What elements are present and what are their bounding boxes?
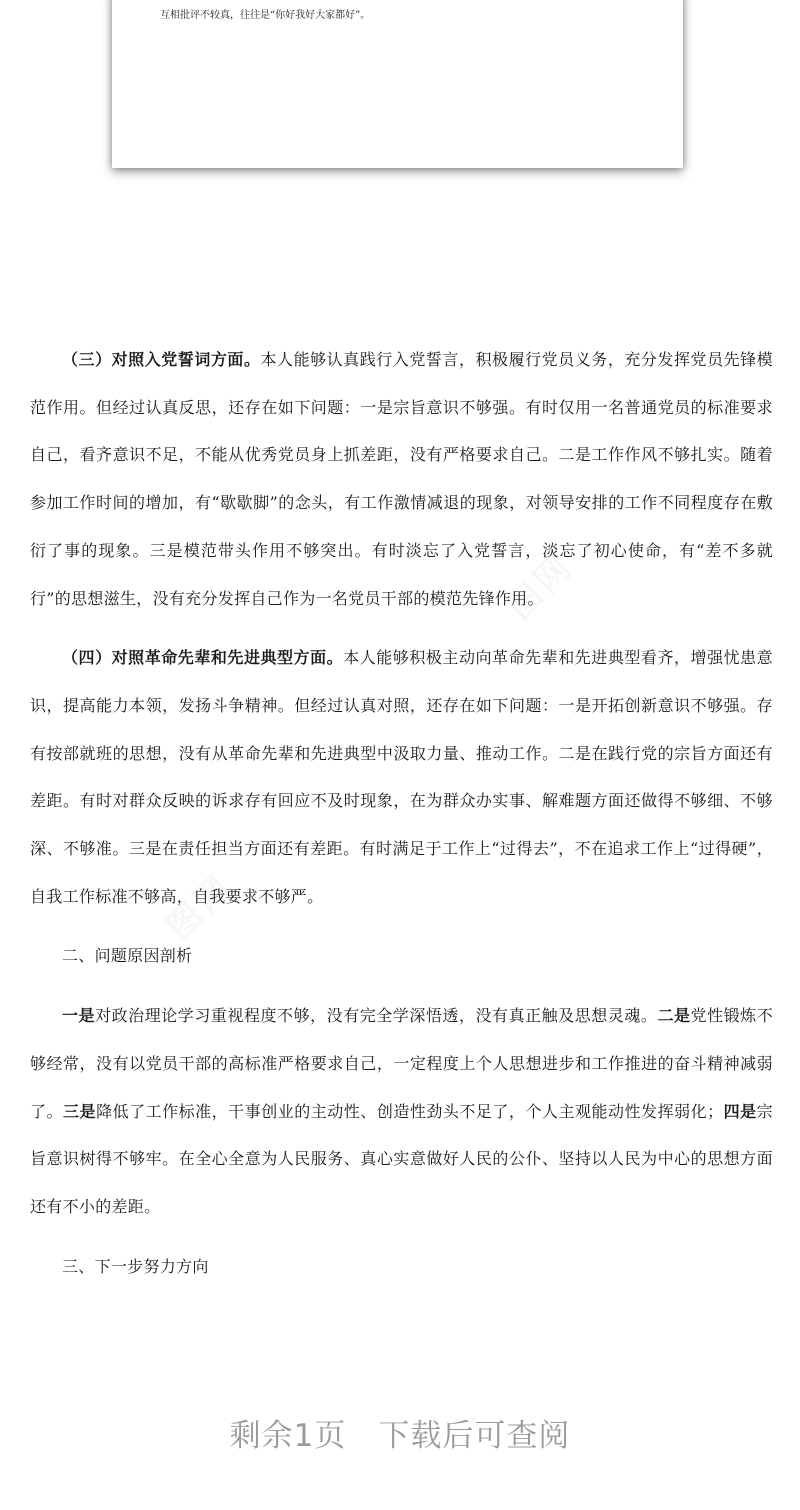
cause-keyword-3: 三是	[63, 1101, 97, 1121]
heading-next-steps: 三、下一步努力方向	[62, 1256, 209, 1276]
cause-keyword-2: 二是	[657, 1006, 691, 1026]
section-4-body: 本人能够积极主动向革命先辈和先进典型看齐，增强忧患意识，提高能力本领，发扬斗争精神。但经过认真对照，还存在如下问题：一是开拓创新意识不够强。存有按部就班的思想，没有从革命先辈和先进典型中汲取力量、推动工作。二是在践行党的宗旨方面还有差距。有时对群众反映的诉求存有回应不及时现象，在为群众办实事、解难题方面还做得不够细、不够深、不够准。三是在责任担当方面还有差距。有时满足于工作上“过得去”，不在追求工作上“过得硬”，自我工作标准不够高，自我要求不够严。	[30, 648, 773, 906]
cause-text-1: 对政治理论学习重视程度不够，没有完全学深悟透，没有真正触及思想灵魂。	[95, 1006, 658, 1026]
download-to-view-label: 下载后可查阅	[378, 1418, 571, 1454]
document-body	[30, 336, 773, 1302]
heading-cause-analysis: 二、问题原因剖析	[62, 946, 193, 966]
cause-keyword-4: 四是	[723, 1101, 757, 1121]
section-4-paragraph	[30, 634, 773, 920]
section-3-paragraph	[30, 336, 773, 622]
remaining-pages-label: 剩余1页	[229, 1418, 347, 1454]
cause-keyword-1: 一是	[62, 1006, 96, 1026]
cause-text-3: 降低了工作标准，干事创业的主动性、创造性劲头不足了，个人主观能动性发挥弱化；	[96, 1101, 724, 1121]
section-3-title: （三）对照入党誓词方面。	[62, 350, 261, 369]
cause-text-4: 宗旨意识树得不够牢。在全心全意为人民服务、真心实意做好人民的公仆、坚持以人民为中心的思想方面还有不小的差距。	[30, 1101, 773, 1216]
download-prompt[interactable]	[0, 1410, 800, 1455]
cause-text-2: 党性锻炼不够经常，没有以党员干部的高标准严格要求自己，一定程度上个人思想进步和工作推进的奋斗精神减弱了。	[30, 1006, 774, 1121]
section-3-body: 本人能够认真践行入党誓言，积极履行党员义务，充分发挥党员先锋模范作用。但经过认真反思，还存在如下问题：一是宗旨意识不够强。有时仅用一名普通党员的标准要求自己，看齐意识不足，不能从优秀党员身上抓差距，没有严格要求自己。二是工作作风不够扎实。随着参加工作时间的增加，有“歇歇脚”的念头，有工作激情减退的现象，对领导安排的工作不同程度存在敷衍了事的现象。三是模范带头作用不够突出。有时淡忘了入党誓言，淡忘了初心使命，有“差不多就行”的思想滋生，没有充分发挥自己作为一名党员干部的模范先锋作用。	[30, 350, 773, 608]
section-4-title: （四）对照革命先辈和先进典型方面。	[62, 648, 344, 668]
previous-page-text: 互相批评不较真，往往是“你好我好大家都好”。	[160, 10, 371, 21]
cause-paragraph	[30, 992, 773, 1231]
previous-page-preview	[112, 0, 683, 168]
